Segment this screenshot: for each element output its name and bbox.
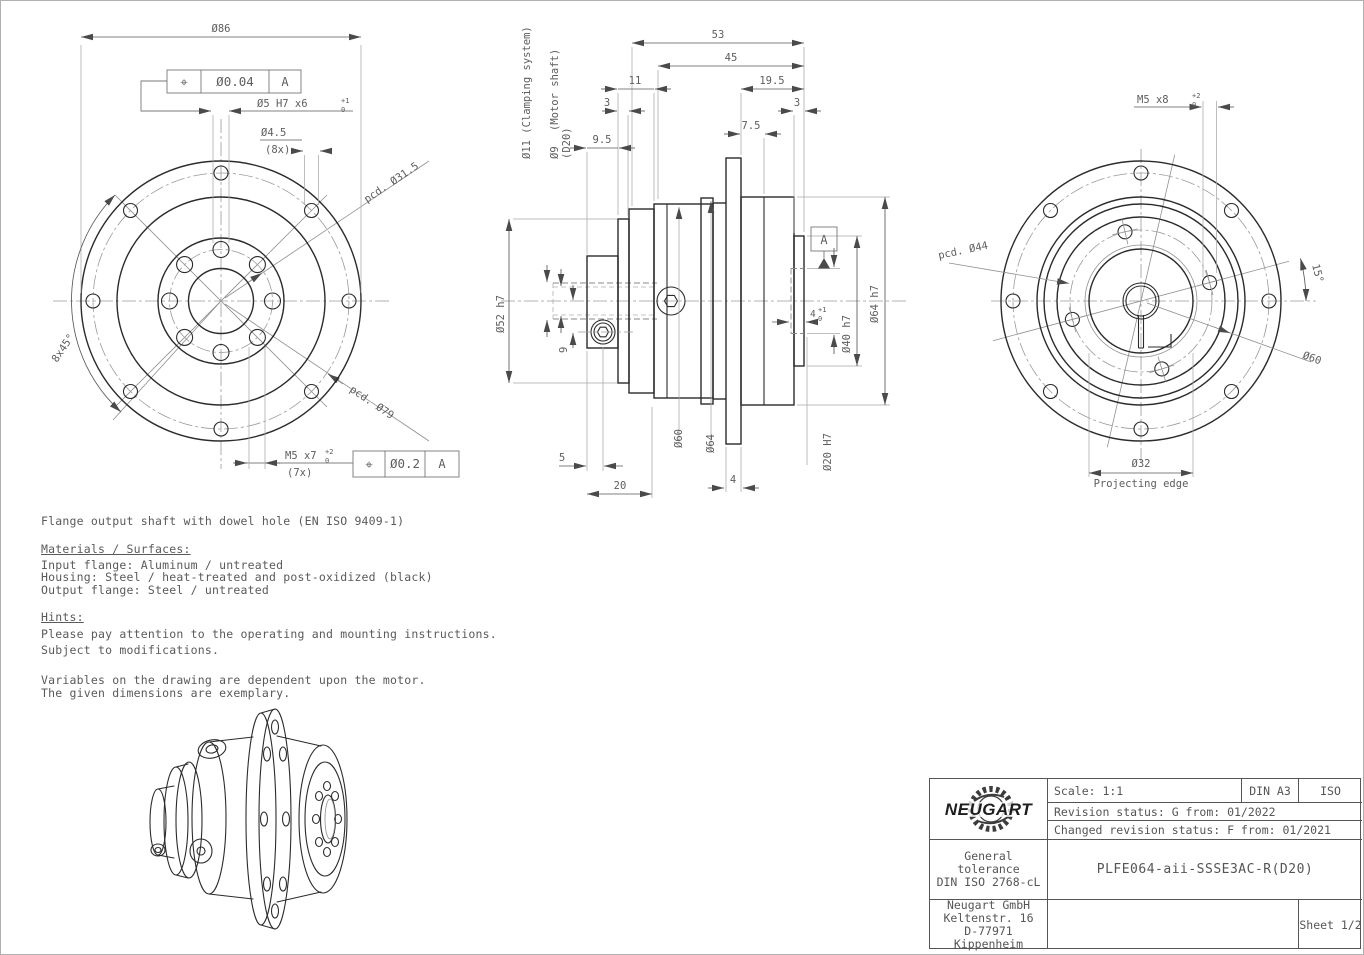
tolerance-line-1: General [964,849,1013,863]
label-projecting-edge: Projecting edge [1093,478,1189,490]
front-view [50,23,459,479]
changed-revision-cell [1048,821,1362,840]
note-material-input: Input flange: Aluminum / untreated [41,557,284,572]
dim-d32: Ø32 [1131,458,1151,470]
position-symbol: ⌖ [180,75,188,91]
note-title: Flange output shaft with dowel hole (EN ISO 9409-1) [41,514,405,528]
dim-195: 19.5 [759,75,785,87]
dim-thread-tol-up: +2 [1192,92,1201,100]
brand-name: NEUGART [944,799,1033,819]
section-view [495,26,909,498]
sheet-number: Sheet 1/2 [1299,917,1362,932]
revision-status: Revision status: G from: 01/2022 [1054,804,1276,819]
dim-thread-count: (7x) [287,467,313,479]
sheet-cell [1299,900,1362,949]
fcf-position-bottom [353,451,459,477]
dim-d60: Ø60 [673,429,685,448]
dim-15deg: 15° [1309,262,1326,285]
company-city: D-77971 Kippenheim [953,923,1024,951]
label-motor-dia: Ø9 [549,146,561,159]
dim-d64: Ø64 [705,434,717,453]
dim-thread-m5x8: M5 x8 [1137,94,1169,106]
dim-dowel: Ø5 H7 x6 [257,98,308,110]
fcf-bot-datum: A [438,457,446,471]
dim-dowel-tol-dn: 0 [341,106,346,114]
note-variables-2: The given dimensions are exemplary. [41,685,291,700]
dim-45: 45 [724,52,738,64]
revision-cell [1048,803,1362,821]
datum-a-label: A [820,233,828,247]
company-logo [930,779,1048,840]
dim-thread-tol-up: +2 [325,448,334,456]
dim-thread-tol-dn: 0 [1192,101,1197,109]
dim-5: 5 [558,452,566,464]
title-block [929,778,1361,949]
format-cell [1242,779,1299,803]
label-pcd-outer: pcd. Ø79 [347,383,396,422]
dim-9: 9 [558,346,570,353]
dim-4tol: 4 [810,309,816,320]
note-hint-2: Subject to modifications. [41,642,220,657]
dim-d60-right: Ø60 [1300,349,1323,368]
dim-20: 20 [613,480,627,492]
dim-75: 7.5 [741,120,761,132]
note-materials-heading: Materials / Surfaces: [41,541,191,556]
note-material-housing: Housing: Steel / heat-treated and post-oxidized (black) [41,570,433,584]
part-number-cell [1048,840,1362,900]
standard-value: ISO [1320,783,1341,798]
tolerance-cell [930,840,1048,900]
fcf-bot-tolerance: Ø0.2 [389,456,421,471]
dim-3-right: 3 [793,97,801,109]
note-material-output: Output flange: Steel / untreated [41,582,269,597]
part-number: PLFE064-aii-SSSE3AC-R(D20) [1096,862,1314,877]
note-hints-heading: Hints: [41,610,84,624]
iso-output-holes [313,782,342,857]
company-street: Keltenstr. 16 [943,910,1034,925]
label-angle-8x45: 8x45° [49,331,78,365]
position-symbol: ⌖ [365,458,373,473]
dim-thread: M5 x7 [285,450,317,462]
label-clamping-system: Ø11 (Clamping system) [521,26,533,159]
drawing-notes [41,515,511,699]
company-name: Neugart GmbH [946,897,1031,912]
dim-d52: Ø52 h7 [495,295,507,333]
fcf-top-tolerance: Ø0.04 [216,74,254,89]
dim-4tol-up: +1 [818,306,827,314]
label-pcd-inner: pcd. Ø31.5 [361,160,422,206]
tolerance-line-2: tolerance [957,862,1020,876]
right-side-view [937,92,1325,490]
scale-cell [1048,779,1242,803]
datum-a [811,227,837,269]
label-motor-shaft: (Motor shaft) [549,48,561,131]
dim-thread-tol-dn: 0 [325,457,330,465]
company-cell [930,897,1048,951]
note-variables-1: Variables on the drawing are dependent upon the motor. [41,673,426,687]
dim-53: 53 [711,29,725,41]
dim-3-left: 3 [603,97,611,109]
tolerance-line-3: DIN ISO 2768-cL [936,875,1041,889]
scale-value: Scale: 1:1 [1054,783,1124,798]
empty-cell [1048,900,1299,949]
dim-d64h7: Ø64 h7 [869,285,881,323]
dim-95: 9.5 [592,134,612,146]
dim-4: 4 [729,474,737,486]
iso-flange-holes [261,720,290,918]
changed-revision-status: Changed revision status: F from: 01/2021 [1054,823,1331,837]
format-value: DIN A3 [1249,783,1291,798]
label-pcd44: pcd. Ø44 [937,239,990,262]
note-hint-1: Please pay attention to the operating and mounting instructions. [41,627,497,641]
dim-hole: Ø4.5 [261,127,287,139]
fcf-top-datum: A [281,75,289,89]
dim-d40h7: Ø40 h7 [841,315,853,353]
dim-11: 11 [628,75,642,87]
dim-d86: Ø86 [211,23,231,35]
dim-d20h7: Ø20 H7 [822,433,834,471]
isometric-view [150,709,347,929]
standard-cell [1299,779,1362,803]
dim-dowel-tol-up: +1 [341,97,350,105]
label-motor-code: (D20) [561,127,573,159]
dim-4tol-dn: 0 [818,315,823,323]
dim-hole-count: (8x) [265,144,291,156]
